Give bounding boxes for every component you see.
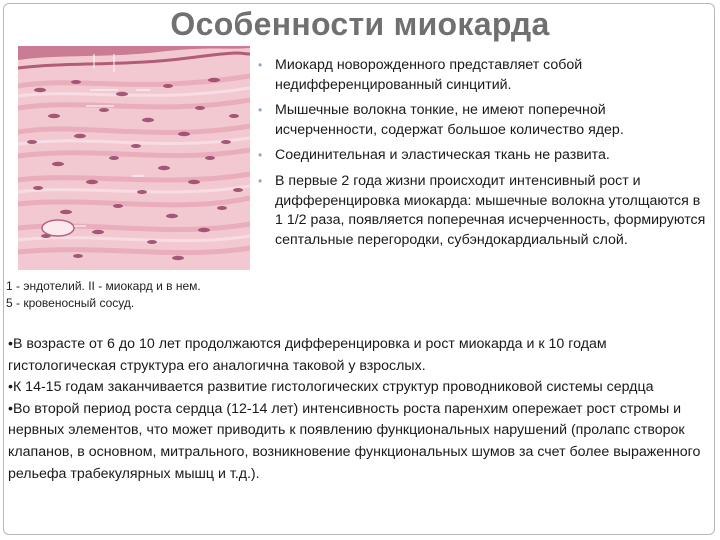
bullet-text: В первые 2 года жизни происходит интенсивный рост и дифференцировка миокарда: мышечные волокна утолщаются в 1 1/2 раза, появляется поперечная исчерченность, формируются септальные перегородки, субэндокардиальный слой. — [275, 172, 706, 248]
paragraph: •Во второй период роста сердца (12-14 лет) интенсивность роста паренхим опережает рост стромы и нервных элементов, что может приводить к появлению функциональных нарушений (пролапс створок клапанов, в основном, митрального, возникновение функциональных шумов за счет более выраженного рельефа трабекулярных мышц и т.д.). — [8, 400, 701, 482]
image-caption — [6, 278, 266, 312]
bullet-dot-icon: • — [258, 103, 263, 118]
bullet-list — [252, 56, 708, 256]
bullet-dot-icon: • — [258, 148, 263, 163]
main-text — [8, 334, 708, 485]
bullet-dot-icon: • — [258, 58, 263, 72]
caption-line: 1 - эндотелий. II - миокард и в нем. — [6, 279, 201, 293]
bullet-text: Миокард новорожденного представляет собой недифференцированный синцитий. — [275, 57, 583, 93]
paragraph: •В возрасте от 6 до 10 лет продолжаются дифференцировка и рост миокарда и к 10 годам гистологическая структура его аналогична таковой у взрослых. — [8, 336, 607, 374]
bullet-dot-icon: • — [258, 173, 263, 188]
bullet-item — [252, 56, 708, 95]
bullet-item — [252, 146, 708, 166]
bullet-item — [252, 101, 708, 140]
caption-line: 5 - кровеносный сосуд. — [6, 296, 135, 310]
bullet-text: Мышечные волокна тонкие, не имеют поперечной исчерченности, содержат большое количество ядер. — [275, 102, 624, 138]
histology-image — [18, 46, 250, 270]
paragraph: •К 14-15 годам заканчивается развитие гистологических структур проводниковой системы сердца — [8, 379, 654, 396]
bullet-item — [252, 172, 708, 250]
slide-title: Особенности миокарда — [170, 6, 550, 42]
bullet-text: Соединительная и эластическая ткань не развита. — [275, 147, 610, 164]
